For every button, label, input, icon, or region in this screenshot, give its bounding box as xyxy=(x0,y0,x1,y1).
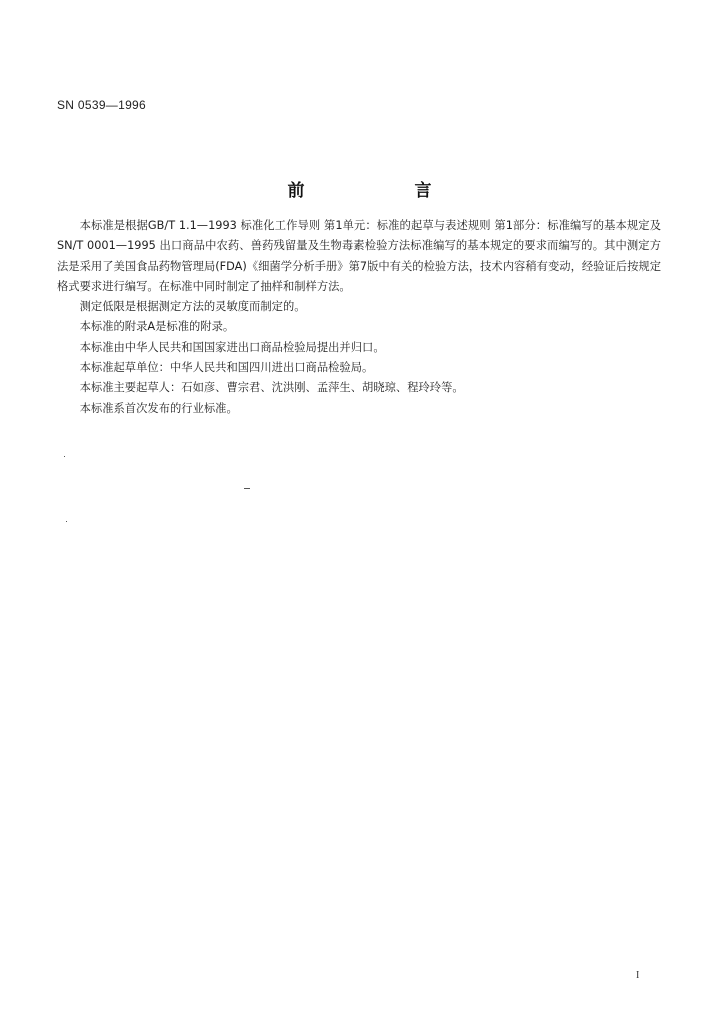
paragraph-detection-limit: 测定低限是根据测定方法的灵敏度而制定的。 xyxy=(79,300,306,314)
paragraph-appendix: 本标准的附录A是标准的附录。 xyxy=(79,320,235,334)
paragraph-drafting-unit: 本标准起草单位：中华人民共和国四川进出口商品检验局。 xyxy=(79,361,374,375)
paragraph-drafters: 本标准主要起草人：石如彦、曹宗君、沈洪刚、孟萍生、胡晓琼、程玲玲等。 xyxy=(79,381,464,395)
scan-speck xyxy=(64,456,65,457)
page-number: I xyxy=(636,970,640,981)
paragraph-basis: 本标准是根据GB/T 1.1—1993 标准化工作导则 第1单元：标准的起草与表述规则 第1部分：标准编写的基本规定及SN/T 0001—1995 出口商品中农药、兽药残留量及生物毒素检验方法标准编写的基本规定的要求而编写的。其中测定方法是采用了美国食品药物管理局(FDA)《细菌学分析手册》第7版中有关的检验方法，技术内容稍有变动，经验证后按规定格式要求进行编写。在标准中同时制定了抽样和制样方法。 xyxy=(57,219,661,293)
scan-speck xyxy=(66,521,67,522)
foreword-body xyxy=(57,216,661,419)
standard-number: SN 0539—1996 xyxy=(57,98,146,112)
paragraph-proposer: 本标准由中华人民共和国国家进出口商品检验局提出并归口。 xyxy=(79,340,385,354)
scan-speck xyxy=(244,488,250,489)
page-title: 前 言 xyxy=(287,181,484,201)
paragraph-first-issue: 本标准系首次发布的行业标准。 xyxy=(79,401,238,415)
